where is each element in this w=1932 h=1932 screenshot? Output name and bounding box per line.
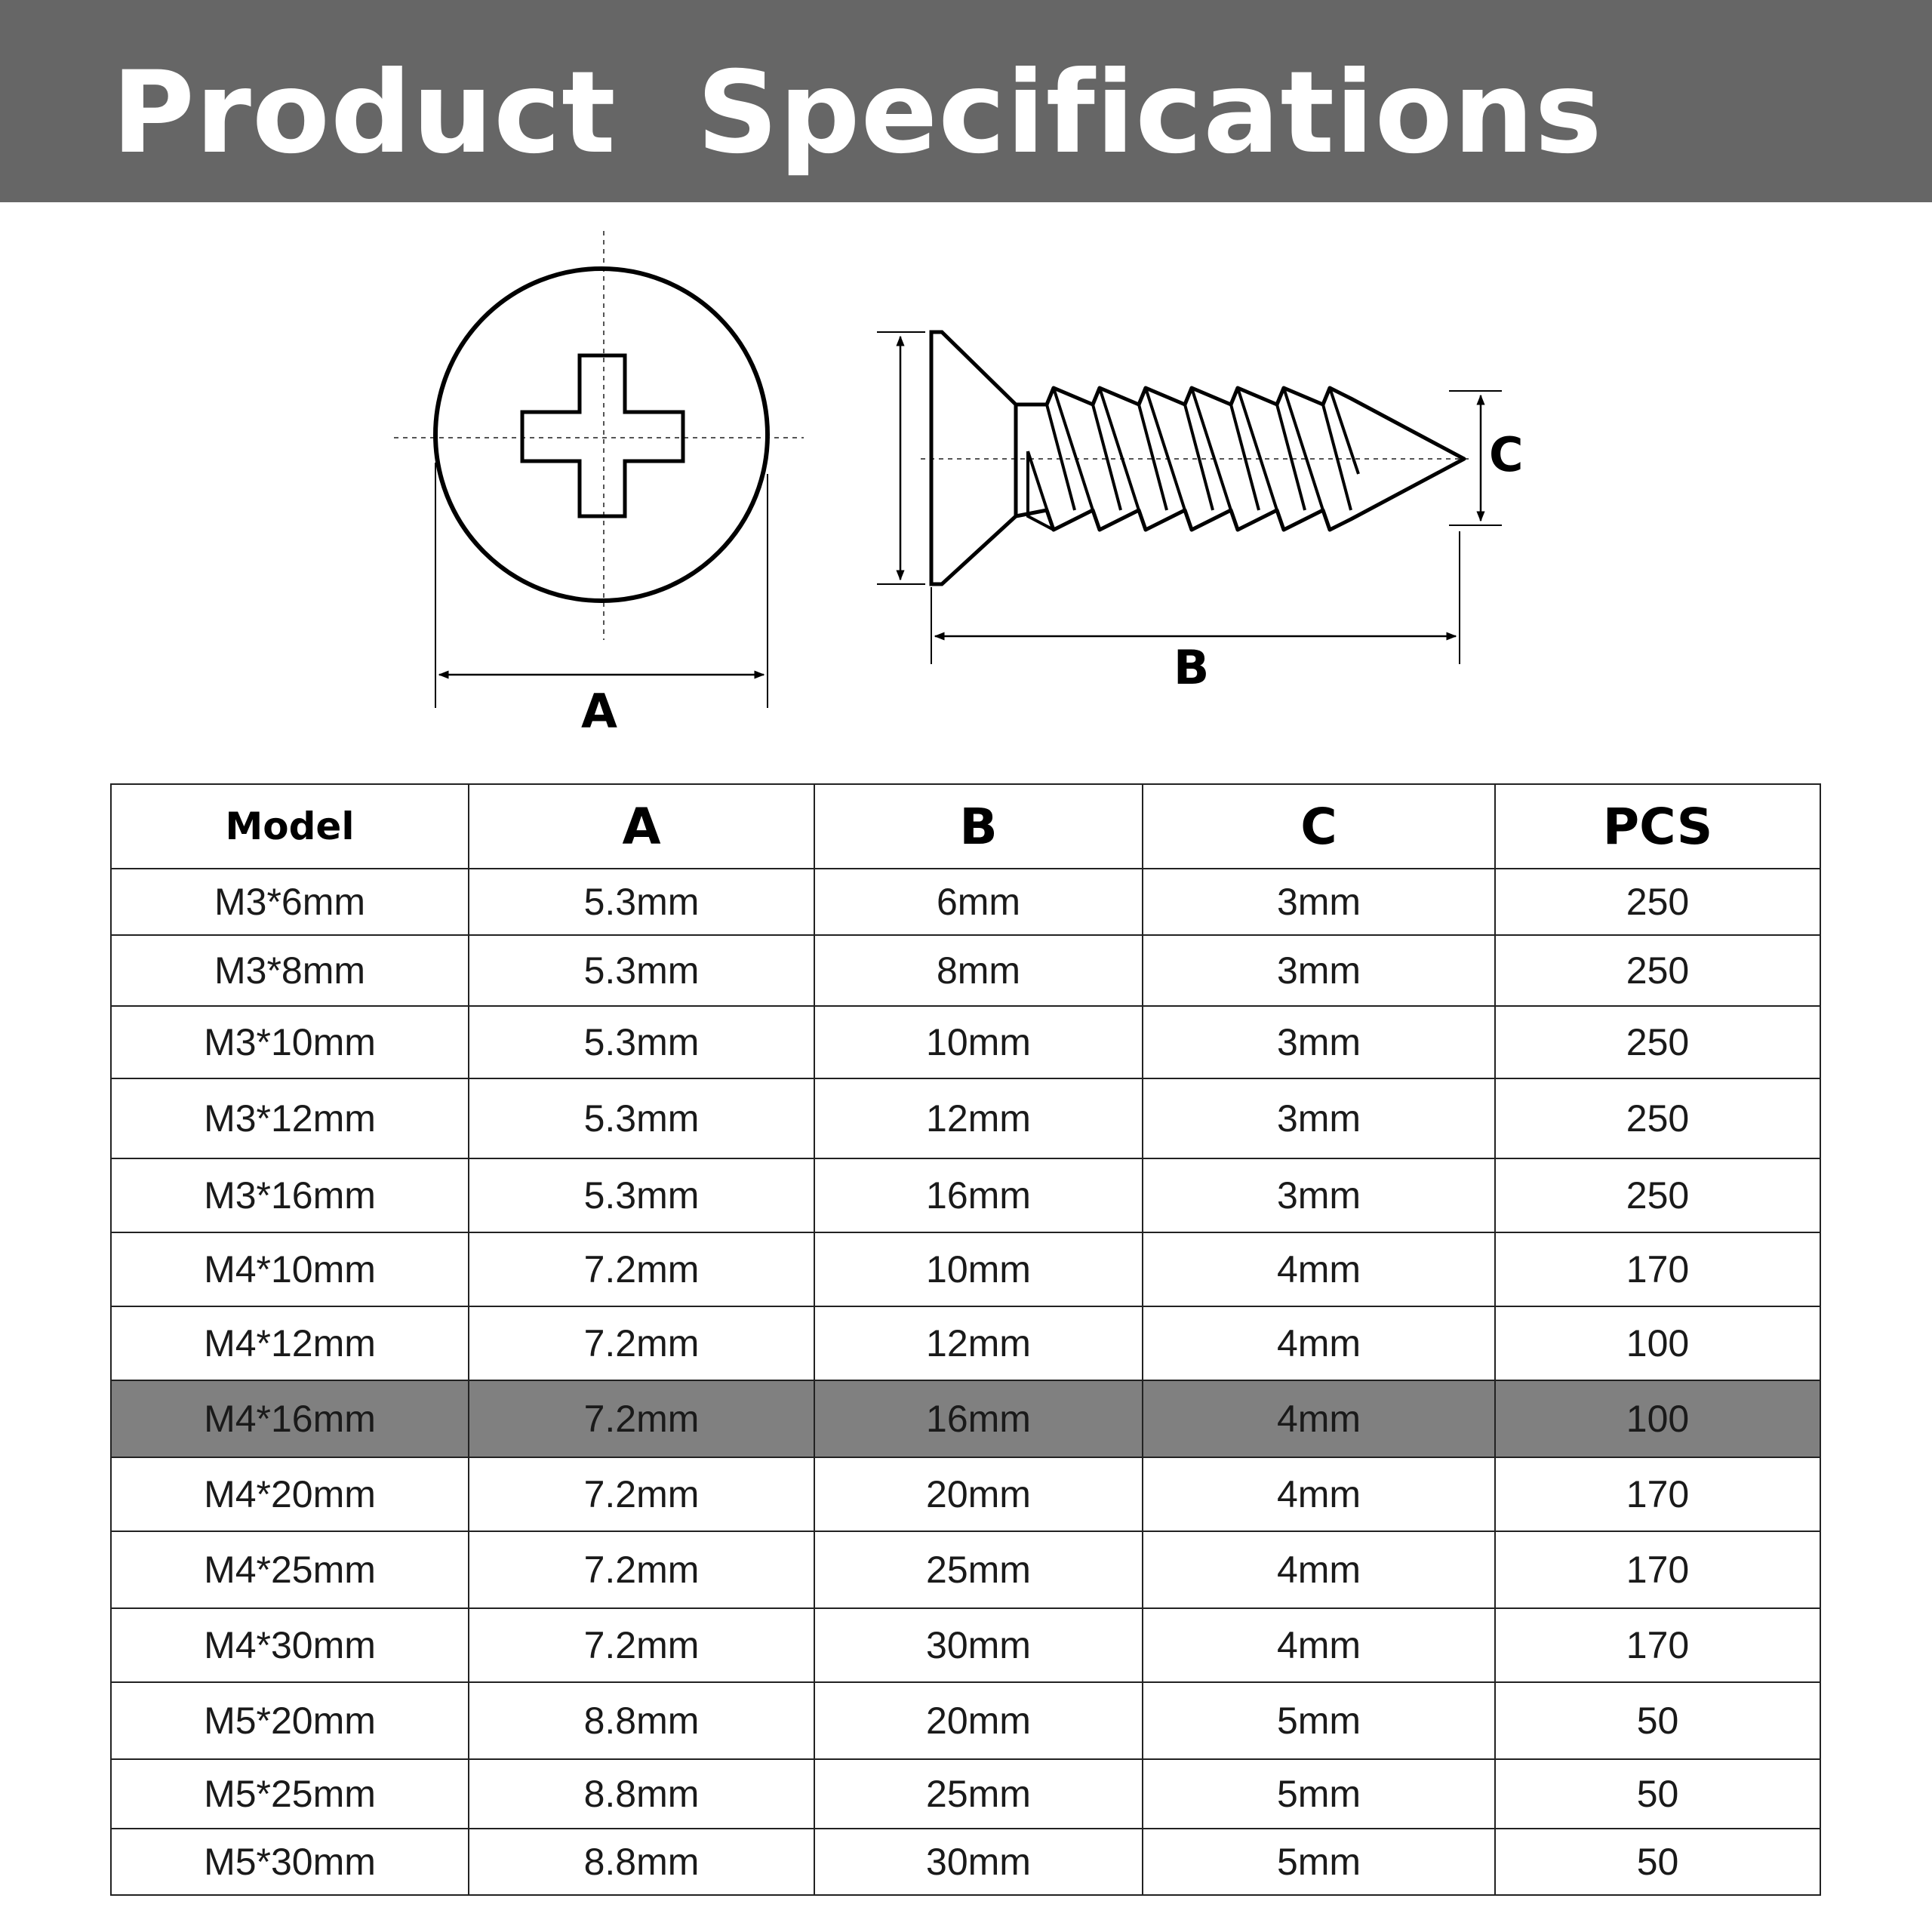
model-cell: M4*30mm [111,1608,469,1682]
screw-head-icon [394,231,804,640]
c-cell: 4mm [1143,1232,1495,1306]
b-cell: 8mm [814,935,1143,1006]
a-cell: 8.8mm [469,1759,814,1829]
c-cell: 3mm [1143,1006,1495,1078]
b-cell: 12mm [814,1306,1143,1380]
a-cell: 5.3mm [469,869,814,935]
table-body [111,869,1820,1895]
a-cell: 7.2mm [469,1380,814,1457]
table-row [111,1531,1820,1608]
table-row [111,1829,1820,1895]
column-header-model: Model [111,784,469,869]
table-row [111,1682,1820,1759]
b-cell: 20mm [814,1682,1143,1759]
a-cell: 7.2mm [469,1306,814,1380]
b-cell: 30mm [814,1608,1143,1682]
model-cell: M4*12mm [111,1306,469,1380]
a-cell: 7.2mm [469,1457,814,1531]
column-header-pcs: PCS [1495,784,1820,869]
diagram-svg [0,202,1932,776]
column-header-c: C [1143,784,1495,869]
a-cell: 5.3mm [469,935,814,1006]
b-cell: 10mm [814,1006,1143,1078]
model-cell: M3*8mm [111,935,469,1006]
table-row [111,1006,1820,1078]
table-row [111,1457,1820,1531]
column-header-a: A [469,784,814,869]
dimension-c-label: C [1489,427,1524,482]
c-cell: 3mm [1143,869,1495,935]
spec-table [110,783,1821,1896]
model-cell: M5*30mm [111,1829,469,1895]
table-row [111,935,1820,1006]
c-cell: 4mm [1143,1531,1495,1608]
a-cell: 8.8mm [469,1829,814,1895]
dimension-head-line [877,332,925,584]
pcs-cell: 250 [1495,1078,1820,1158]
table-row [111,1232,1820,1306]
table-header-row [111,784,1820,869]
model-cell: M5*25mm [111,1759,469,1829]
c-cell: 3mm [1143,1078,1495,1158]
pcs-cell: 250 [1495,1158,1820,1232]
b-cell: 25mm [814,1759,1143,1829]
model-cell: M4*16mm [111,1380,469,1457]
dimension-a-line [435,463,768,708]
model-cell: M3*16mm [111,1158,469,1232]
c-cell: 3mm [1143,1158,1495,1232]
table-row [111,1158,1820,1232]
model-cell: M4*20mm [111,1457,469,1531]
model-cell: M3*6mm [111,869,469,935]
table-row [111,869,1820,935]
model-cell: M4*10mm [111,1232,469,1306]
pcs-cell: 250 [1495,935,1820,1006]
table-row [111,1608,1820,1682]
pcs-cell: 170 [1495,1232,1820,1306]
b-cell: 10mm [814,1232,1143,1306]
a-cell: 5.3mm [469,1078,814,1158]
c-cell: 4mm [1143,1306,1495,1380]
c-cell: 4mm [1143,1457,1495,1531]
b-cell: 16mm [814,1380,1143,1457]
a-cell: 5.3mm [469,1006,814,1078]
b-cell: 20mm [814,1457,1143,1531]
pcs-cell: 50 [1495,1829,1820,1895]
a-cell: 7.2mm [469,1608,814,1682]
model-cell: M3*12mm [111,1078,469,1158]
c-cell: 4mm [1143,1380,1495,1457]
model-cell: M4*25mm [111,1531,469,1608]
screw-side-icon [921,332,1472,584]
header-banner [0,0,1932,202]
model-cell: M3*10mm [111,1006,469,1078]
table-row [111,1380,1820,1457]
table-row [111,1078,1820,1158]
pcs-cell: 250 [1495,869,1820,935]
c-cell: 4mm [1143,1608,1495,1682]
c-cell: 5mm [1143,1759,1495,1829]
pcs-cell: 50 [1495,1759,1820,1829]
pcs-cell: 170 [1495,1608,1820,1682]
c-cell: 5mm [1143,1829,1495,1895]
pcs-cell: 50 [1495,1682,1820,1759]
b-cell: 16mm [814,1158,1143,1232]
pcs-cell: 100 [1495,1306,1820,1380]
column-header-b: B [814,784,1143,869]
screw-diagram [0,202,1932,776]
a-cell: 8.8mm [469,1682,814,1759]
a-cell: 5.3mm [469,1158,814,1232]
table-row [111,1759,1820,1829]
b-cell: 6mm [814,869,1143,935]
pcs-cell: 170 [1495,1531,1820,1608]
b-cell: 30mm [814,1829,1143,1895]
a-cell: 7.2mm [469,1531,814,1608]
b-cell: 25mm [814,1531,1143,1608]
dimension-a-label: A [581,684,617,739]
model-cell: M5*20mm [111,1682,469,1759]
pcs-cell: 100 [1495,1380,1820,1457]
pcs-cell: 170 [1495,1457,1820,1531]
b-cell: 12mm [814,1078,1143,1158]
pcs-cell: 250 [1495,1006,1820,1078]
c-cell: 5mm [1143,1682,1495,1759]
a-cell: 7.2mm [469,1232,814,1306]
page-title: Product Specifications [112,48,1603,179]
dimension-b-label: B [1174,640,1210,695]
c-cell: 3mm [1143,935,1495,1006]
table-row [111,1306,1820,1380]
